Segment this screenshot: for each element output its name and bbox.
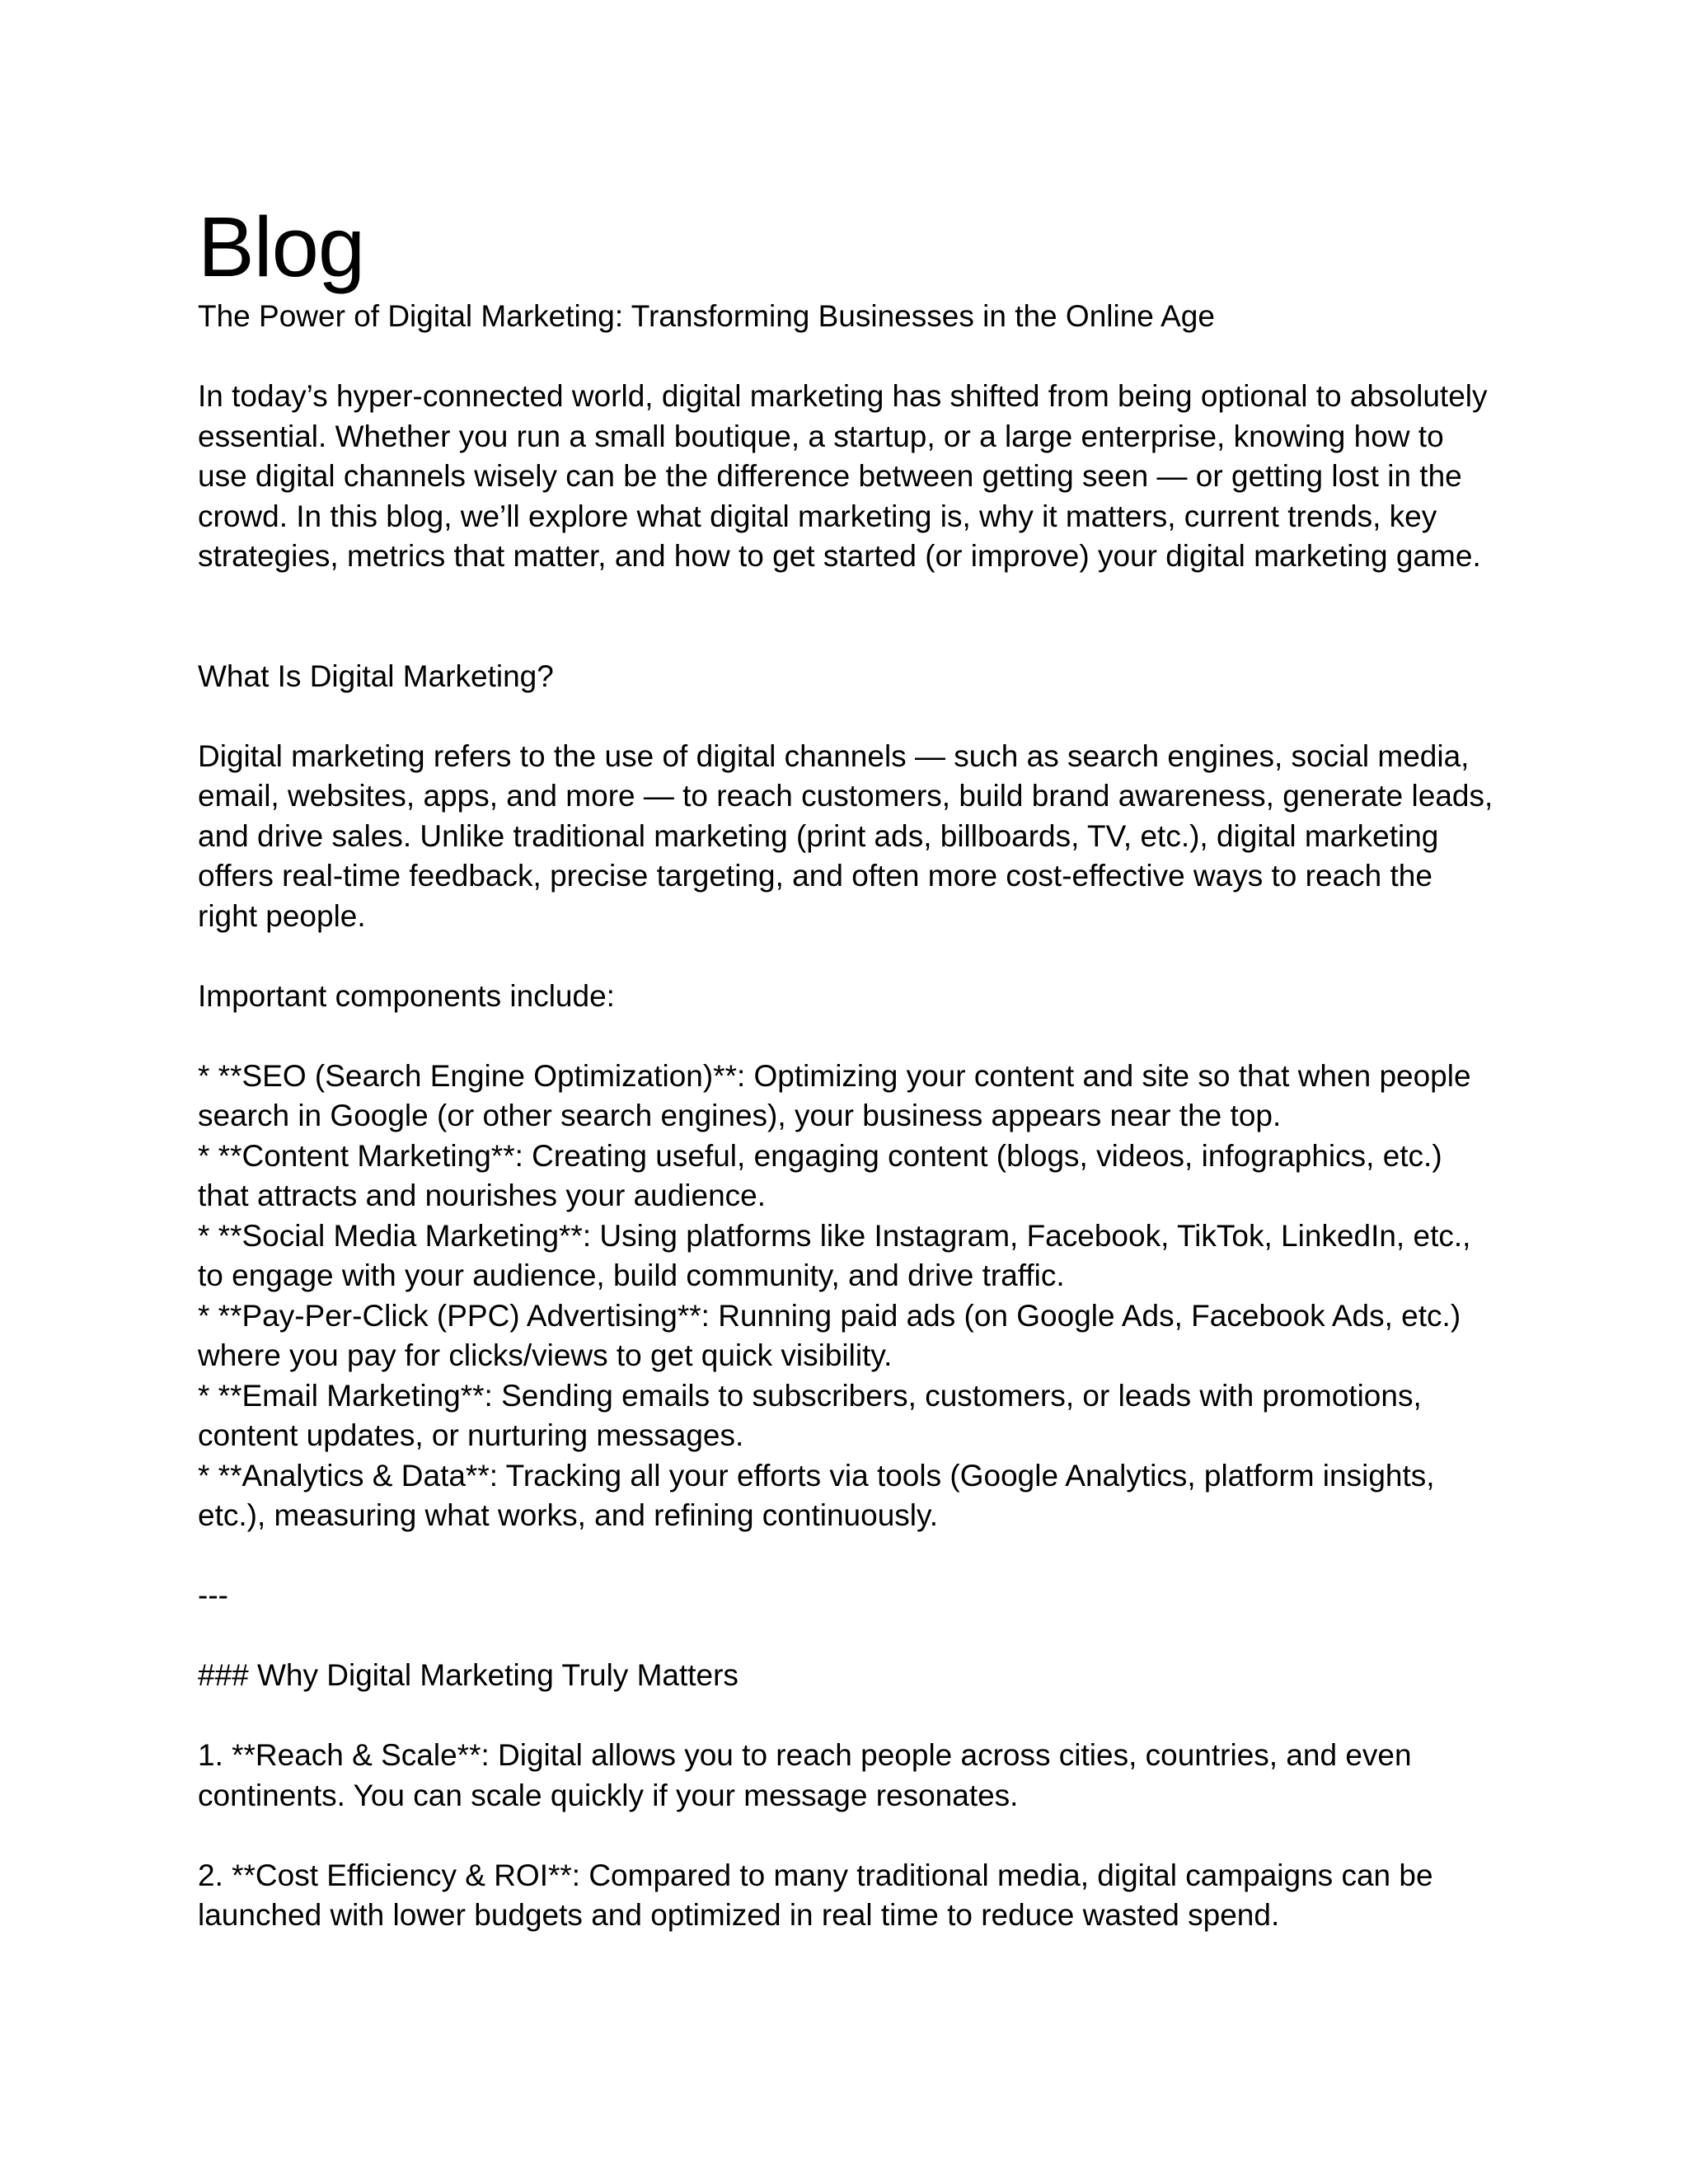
divider-text: --- (198, 1578, 228, 1612)
reason-line: 1. **Reach & Scale**: Digital allows you to reach people across cities, countries, and even (198, 1738, 1412, 1772)
intro-line: crowd. In this blog, we’ll explore what digital marketing is, why it matters, current trends, key (198, 499, 1437, 533)
spacer (198, 577, 1500, 657)
intro-paragraph (198, 377, 1500, 577)
reason-item (198, 1736, 1500, 1816)
spacer (198, 1016, 1500, 1057)
list-item: * **SEO (Search Engine Optimization)**: Optimizing your content and site so that when people (198, 1058, 1471, 1093)
section1-paragraph (198, 737, 1500, 937)
list-item: search in Google (or other search engines), your business appears near the top. (198, 1099, 1282, 1132)
list-item: * **Content Marketing**: Creating useful, engaging content (blogs, videos, infographics, etc.) (198, 1138, 1442, 1173)
doc-title: Blog (198, 199, 365, 294)
section1-line: and drive sales. Unlike traditional marketing (print ads, billboards, TV, etc.), digital marketing (198, 818, 1439, 853)
intro-line: use digital channels wisely can be the difference between getting seen — or getting lost in the (198, 459, 1462, 493)
spacer (198, 1536, 1500, 1577)
spacer (198, 936, 1500, 977)
intro-line: strategies, metrics that matter, and how to get started (or improve) your digital marketing game. (198, 539, 1481, 573)
doc-subtitle: The Power of Digital Marketing: Transforming Businesses in the Online Age (198, 299, 1215, 333)
intro-line: essential. Whether you run a small boutique, a startup, or a large enterprise, knowing how to (198, 419, 1444, 453)
reason-line: continents. You can scale quickly if your message resonates. (198, 1778, 1019, 1812)
list-item: that attracts and nourishes your audience. (198, 1179, 767, 1212)
spacer (198, 1616, 1500, 1657)
spacer (198, 337, 1500, 377)
reason-line: 2. **Cost Efficiency & ROI**: Compared to many traditional media, digital campaigns can be (198, 1858, 1433, 1892)
list-item: * **Pay‑Per‑Click (PPC) Advertising**: Running paid ads (on Google Ads, Facebook Ads, etc.) (198, 1298, 1461, 1333)
spacer (198, 1696, 1500, 1736)
reason-item (198, 1856, 1500, 1936)
section1-line: offers real‑time feedback, precise targeting, and often more cost‑effective ways to reach the (198, 859, 1432, 893)
components-list (198, 1057, 1500, 1536)
list-item: * **Analytics & Data**: Tracking all your efforts via tools (Google Analytics, platform insights, (198, 1458, 1435, 1493)
list-item: where you pay for clicks/views to get quick visibility. (198, 1338, 893, 1372)
list-item: * **Email Marketing**: Sending emails to subscribers, customers, or leads with promotions, (198, 1378, 1422, 1413)
section1-heading: What Is Digital Marketing? (198, 658, 554, 693)
list-item: * **Social Media Marketing**: Using platforms like Instagram, Facebook, TikTok, LinkedIn, etc., (198, 1218, 1471, 1253)
section2-heading: ### Why Digital Marketing Truly Matters (198, 1658, 738, 1692)
document-page (198, 198, 1500, 1936)
list-item: content updates, or nurturing messages. (198, 1418, 744, 1452)
section1-line: email, websites, apps, and more — to reach customers, build brand awareness, generate leads, (198, 779, 1493, 813)
spacer (198, 1816, 1500, 1856)
spacer (198, 696, 1500, 737)
section1-line: right people. (198, 898, 366, 933)
intro-line: In today’s hyper‑connected world, digital marketing has shifted from being optional to absolutely (198, 379, 1488, 413)
list-item: to engage with your audience, build community, and drive traffic. (198, 1258, 1065, 1292)
reason-line: launched with lower budgets and optimized in real time to reduce wasted spend. (198, 1898, 1280, 1932)
list-item: etc.), measuring what works, and refining continuously. (198, 1498, 939, 1532)
components-intro: Important components include: (198, 978, 615, 1013)
section1-line: Digital marketing refers to the use of digital channels — such as search engines, social media, (198, 738, 1470, 773)
